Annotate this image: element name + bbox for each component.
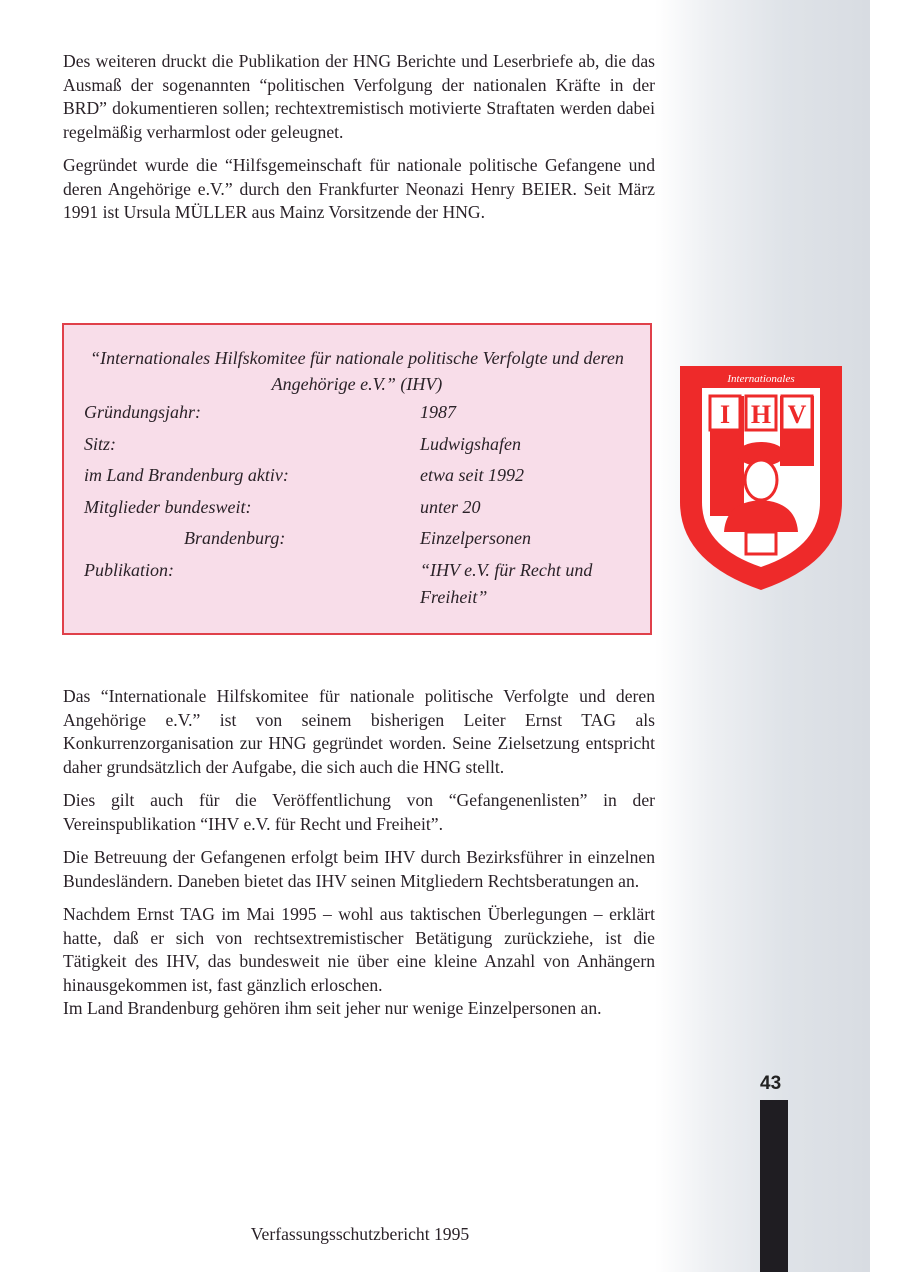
info-row [64,492,650,524]
info-label: Mitglieder bundesweit: [84,496,252,517]
info-label: Sitz: [84,433,117,454]
paragraph: Das “Internationale Hilfskomitee für nationale politische Verfolgte und deren Angehörige e.V.” ist von seinem bisherigen Leiter Ernst TAG als Konkurrenzorganisation zur HNG gegründet worden. Seine Zielsetzung entspricht daher grundsätzlich der Aufgabe, die sich auch die HNG stellt. [63,686,655,777]
info-value: unter 20 [420,496,481,517]
ihv-emblem-logo [676,362,846,594]
paragraph: Die Betreuung der Gefangenen erfolgt beim IHV durch Bezirksführer in einzelnen Bundesländern. Daneben bietet das IHV seinen Mitgliedern Rechtsberatungen an. [63,847,655,891]
info-box-title: “Internationales Hilfskomitee für nationale politische Verfolgte und deren Angehörige e.V.” (IHV) [90,348,624,394]
page-number: 43 [760,1073,782,1094]
paragraph: Dies gilt auch für die Veröffentlichung von “Gefangenenlisten” in der Vereinspublikation “IHV e.V. für Recht und Freiheit”. [63,790,655,834]
info-label: Brandenburg: [184,528,286,548]
page-marker-bar [760,1100,788,1272]
info-row [64,555,650,611]
text-top [63,50,655,235]
info-row [64,397,650,429]
info-value: 1987 [420,402,456,422]
info-row [64,523,650,555]
svg-text:V: V [787,400,807,429]
svg-text:I: I [719,400,731,429]
svg-text:H: H [750,400,772,429]
info-label: im Land Brandenburg aktiv: [84,465,289,485]
paragraph: Nachdem Ernst TAG im Mai 1995 – wohl aus taktischen Überlegungen – erklärt hatte, daß er sich von rechtsextremistischer Betätigung zurückziehe, ist die Tätigkeit des IHV, das bundesweit nie über eine kleine Anzahl von Anhängern hinausgekommen ist, fast gänzlich erloschen. [63,904,655,995]
paragraph: Im Land Brandenburg gehören ihm seit jeher nur wenige Einzelpersonen an. [63,998,602,1018]
info-label: Gründungsjahr: [84,402,202,422]
footer: Verfassungsschutzbericht 1995 [250,1224,470,1244]
info-value: Ludwigshafen [420,433,522,454]
info-value: Einzelpersonen [420,528,531,548]
info-value: etwa seit 1992 [420,465,524,485]
paragraph: Gegründet wurde die “Hilfsgemeinschaft für nationale politische Gefangene und deren Angehörige e.V.” durch den Frankfurter Neonazi Henry BEIER. Seit März 1991 ist Ursula MÜLLER aus Mainz Vorsitzende der HNG. [63,155,655,222]
info-row [64,429,650,461]
paragraph: Des weiteren druckt die Publikation der HNG Berichte und Leserbriefe ab, die das Ausmaß der sogenannten “politischen Verfolgung der nationalen Kräfte in der BRD” dokumentieren sollen; rechtextremistisch motivierte Straftaten werden dabei regelmäßig verharmlost oder geleugnet. [63,51,655,142]
info-box [62,323,652,635]
info-value: “IHV e.V. für Recht und Freiheit” [420,559,593,607]
info-label: Publikation: [84,559,174,580]
info-row [64,460,650,492]
text-bottom [63,685,655,1031]
svg-text:Internationales: Internationales [727,373,795,385]
